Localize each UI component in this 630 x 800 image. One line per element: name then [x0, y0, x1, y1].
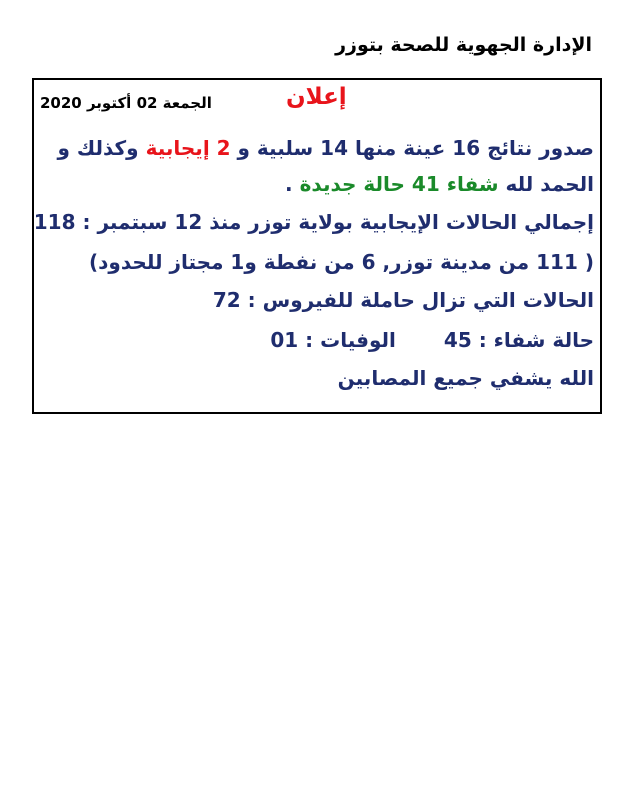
- announcement-date: الجمعة 02 أكتوبر 2020: [40, 94, 212, 112]
- announcement-box: [32, 78, 602, 414]
- announcement-heading: إعلان: [286, 84, 347, 110]
- new-recoveries: شفاء 41 حالة جديدة: [299, 172, 499, 196]
- total-positive-line: إجمالي الحالات الإيجابية بولاية توزر منذ 12 سبتمبر : 118: [33, 210, 594, 234]
- breakdown-line: ( 111 من مدينة توزر, 6 من نفطة و1 مجتاز للحدود): [89, 250, 594, 274]
- active-cases-line: الحالات التي تزال حاملة للفيروس : 72: [212, 288, 594, 312]
- results-text-end: وكذلك و: [57, 136, 146, 160]
- recoveries-total: حالة شفاء : 45: [443, 328, 594, 352]
- recoveries-deaths-line: [270, 328, 594, 352]
- results-line: [57, 136, 594, 160]
- recovery-text-end: .: [285, 172, 300, 196]
- header-title: الإدارة الجهوية للصحة بتوزر: [335, 34, 592, 56]
- deaths-total: الوفيات : 01: [270, 328, 396, 352]
- praise-text: الحمد لله: [498, 172, 594, 196]
- recovery-line: [285, 172, 594, 196]
- results-text: صدور نتائج 16 عينة منها 14 سلبية و: [230, 136, 594, 160]
- prayer-line: الله يشفي جميع المصابين: [337, 366, 594, 390]
- positive-count: 2 إيجابية: [145, 136, 231, 160]
